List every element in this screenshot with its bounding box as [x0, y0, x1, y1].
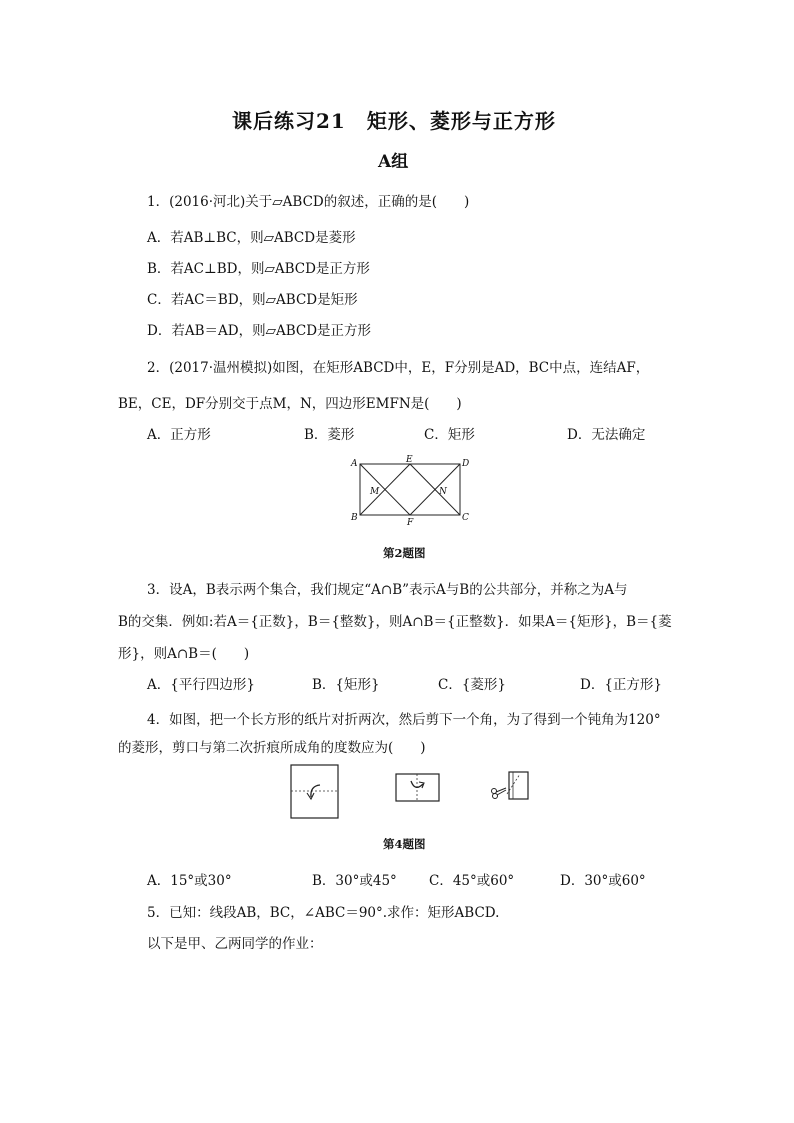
q1-option-c: C．若AC＝BD，则▱ABCD是矩形	[147, 292, 358, 308]
fig2-label-b: B	[351, 513, 358, 523]
q4-option-a: A．15°或30°	[147, 873, 232, 889]
fig2-label-m: M	[370, 487, 380, 497]
q2-stem-line1: 2．(2017·温州模拟)如图，在矩形ABCD中，E，F分别是AD，BC中点，连结AF，	[147, 360, 650, 376]
q1-option-b: B．若AC⊥BD，则▱ABCD是正方形	[147, 261, 370, 277]
q3-option-c: C．{菱形}	[438, 677, 507, 693]
q3-stem-line2: B的交集．例如:若A＝{正数}，B＝{整数}，则A∩B＝{正整数}．如果A＝{矩形}，B＝{菱	[118, 614, 672, 630]
q1-option-a: A．若AB⊥BC，则▱ABCD是菱形	[147, 230, 356, 246]
group-heading: A组	[378, 152, 409, 172]
q3-option-d: D．{正方形}	[580, 677, 663, 693]
fig2-label-e: E	[406, 455, 413, 465]
fig2-label-f: F	[407, 518, 414, 527]
q4-option-c: C．45°或60°	[429, 873, 515, 889]
q4-figure-fold-step1	[290, 764, 340, 820]
q3-option-a: A．{平行四边形}	[147, 677, 255, 693]
q2-option-c: C．矩形	[424, 427, 475, 443]
q4-option-b: B．30°或45°	[312, 873, 397, 889]
q4-figure-caption: 第4题图	[383, 837, 426, 851]
fig2-label-d: D	[462, 459, 470, 469]
q4-option-d: D．30°或60°	[560, 873, 646, 889]
q2-figure-rectangle	[345, 455, 475, 527]
q4-stem-line2: 的菱形，剪口与第二次折痕所成角的度数应为( )	[118, 740, 426, 756]
q3-stem-line3: 形}，则A∩B＝( )	[118, 646, 250, 662]
q4-figure-cut-step	[490, 770, 535, 802]
q1-stem: 1．(2016·河北)关于▱ABCD的叙述，正确的是( )	[147, 194, 470, 210]
q1-option-d: D．若AB＝AD，则▱ABCD是正方形	[147, 323, 372, 339]
q4-figure-fold-step2	[395, 773, 440, 803]
fig2-label-n: N	[439, 487, 447, 497]
q5-stem-line1: 5．已知：线段AB，BC，∠ABC＝90°.求作：矩形ABCD.	[147, 905, 500, 921]
page-title: 课后练习21 矩形、菱形与正方形	[232, 109, 556, 133]
q2-figure-caption: 第2题图	[383, 546, 426, 560]
q3-option-b: B．{矩形}	[312, 677, 380, 693]
q3-stem-line1: 3．设A，B表示两个集合，我们规定“A∩B”表示A与B的公共部分，并称之为A与	[147, 582, 628, 598]
q5-stem-line2: 以下是甲、乙两同学的作业：	[147, 936, 323, 952]
q4-stem-line1: 4．如图，把一个长方形的纸片对折两次，然后剪下一个角，为了得到一个钝角为120°	[147, 712, 661, 728]
fig2-label-a: A	[351, 459, 358, 469]
q2-option-b: B．菱形	[304, 427, 355, 443]
q2-option-a: A．正方形	[147, 427, 211, 443]
q2-stem-line2: BE，CE，DF分别交于点M，N，四边形EMFN是( )	[118, 396, 462, 412]
fig2-label-c: C	[462, 513, 469, 523]
q2-option-d: D．无法确定	[567, 427, 646, 443]
